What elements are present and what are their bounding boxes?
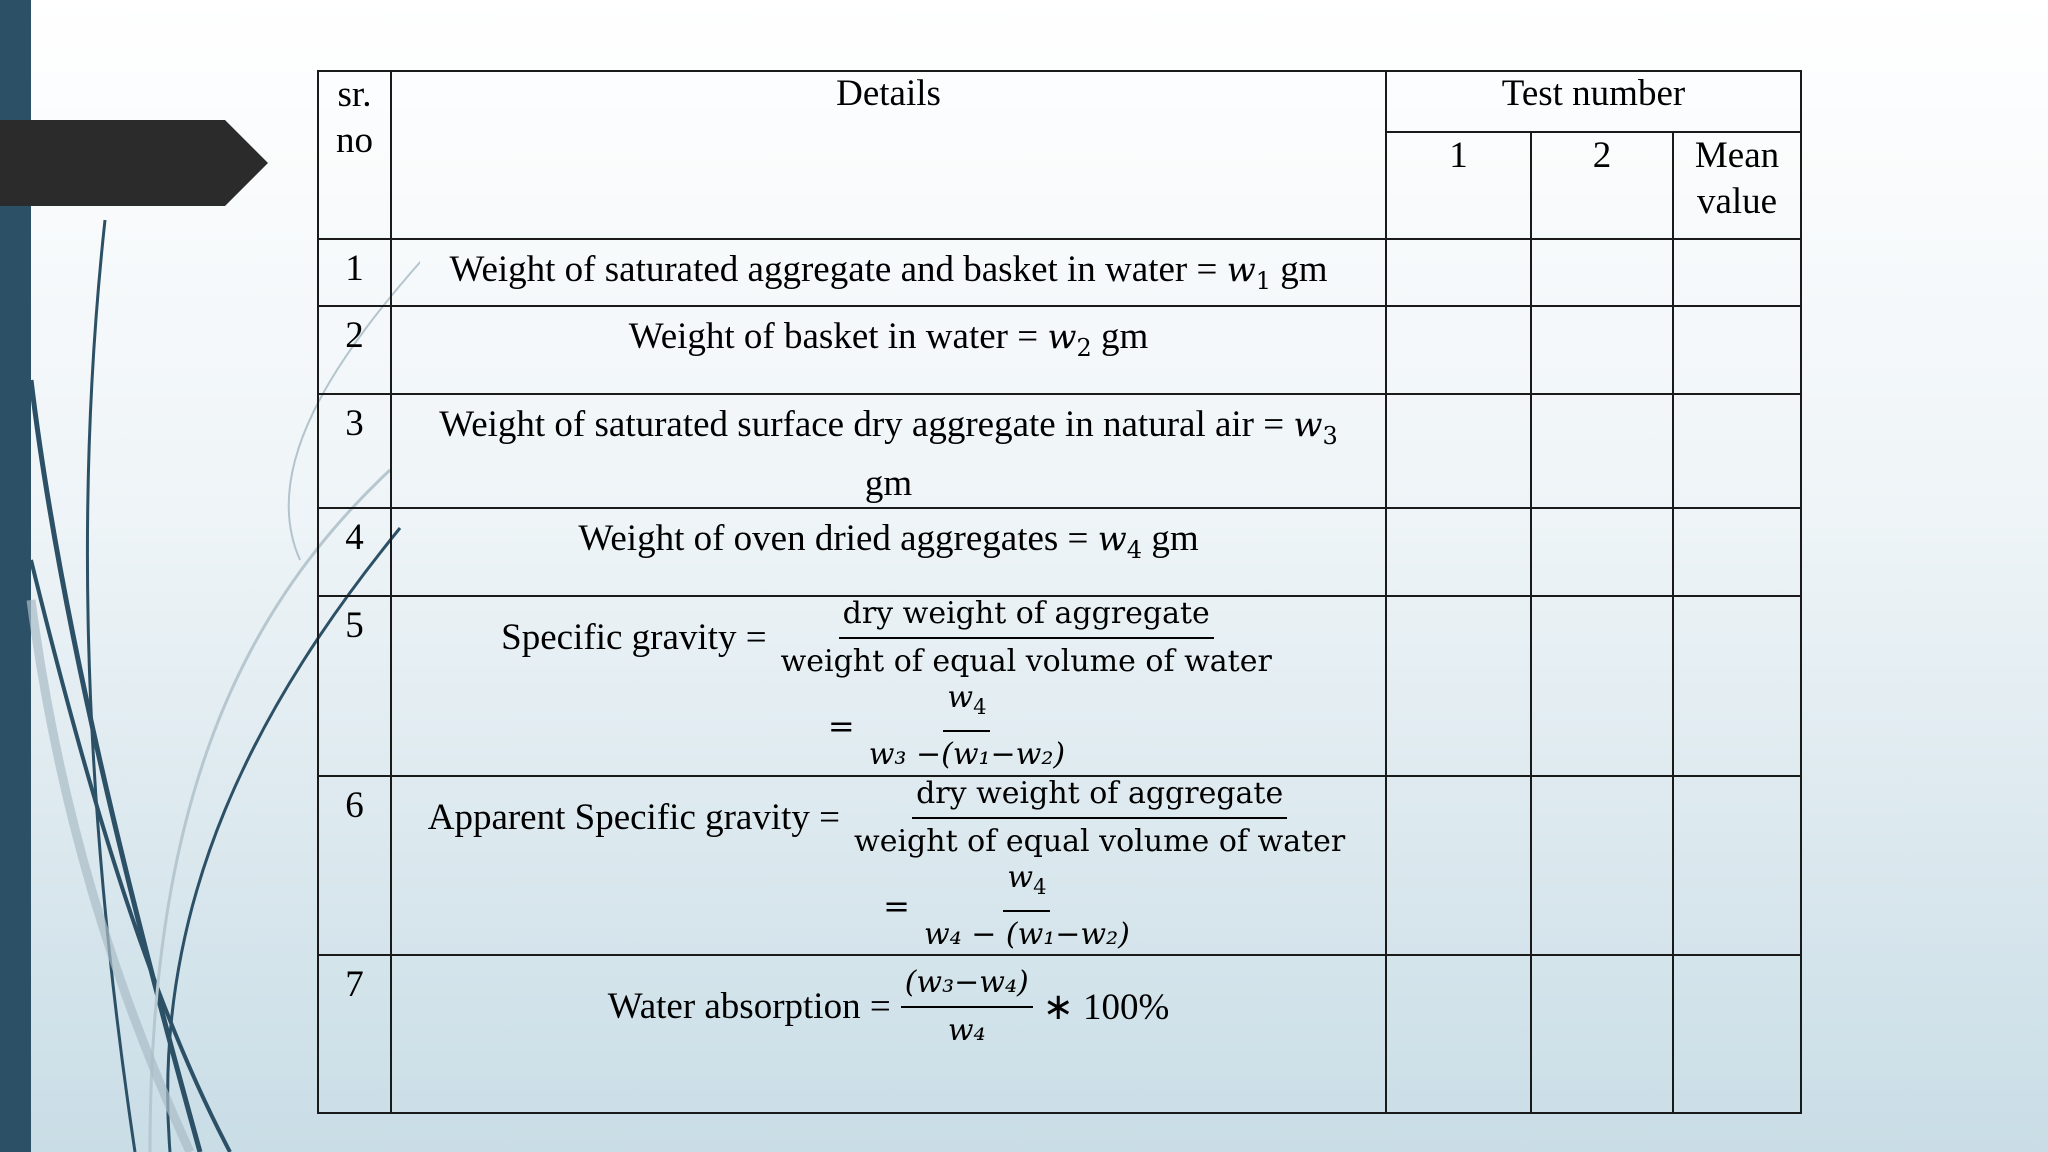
unit-text: gm bbox=[1270, 249, 1328, 290]
detail-text: Weight of saturated aggregate and basket in water = bbox=[449, 249, 1227, 290]
variable-symbol bbox=[1293, 404, 1338, 450]
unit-text: gm bbox=[1091, 315, 1149, 357]
formula-label: Specific gravity = bbox=[501, 617, 767, 659]
fraction-denominator: weight of equal volume of water bbox=[854, 823, 1346, 859]
fraction bbox=[850, 777, 1349, 859]
sr-cell: 6 bbox=[318, 776, 391, 955]
test2-cell[interactable] bbox=[1531, 239, 1673, 306]
sr-cell: 2 bbox=[318, 306, 391, 394]
test1-cell[interactable] bbox=[1386, 596, 1531, 776]
test2-cell[interactable] bbox=[1531, 508, 1673, 596]
formula-suffix: ∗ 100% bbox=[1042, 986, 1170, 1028]
variable-subscript: 1 bbox=[1255, 266, 1271, 295]
header-test-2: 2 bbox=[1531, 132, 1673, 239]
mean-cell[interactable] bbox=[1673, 394, 1801, 508]
variable-symbol bbox=[1047, 316, 1092, 362]
header-sr-no-line1: sr. bbox=[337, 74, 372, 115]
fraction-numerator: (w₃−w₄) bbox=[901, 966, 1033, 1008]
test1-cell[interactable] bbox=[1386, 394, 1531, 508]
header-sr-no-line2: no bbox=[336, 120, 373, 161]
variable-letter: w bbox=[1047, 316, 1077, 357]
fraction-denominator: w₄ − (w₁−w₂) bbox=[923, 916, 1130, 952]
detail-text: Weight of basket in water = bbox=[628, 315, 1048, 357]
formula-cell-water-absorption bbox=[391, 955, 1386, 1113]
variable-subscript: 3 bbox=[1322, 421, 1338, 450]
variable-letter: w bbox=[1226, 250, 1256, 290]
table-row bbox=[318, 508, 1801, 596]
detail-cell bbox=[391, 394, 1386, 508]
mean-cell[interactable] bbox=[1673, 306, 1801, 394]
fraction-denominator: w₄ bbox=[947, 1012, 986, 1048]
test1-cell[interactable] bbox=[1386, 239, 1531, 306]
formula-label: Water absorption = bbox=[607, 986, 891, 1028]
header-test-1: 1 bbox=[1386, 132, 1531, 239]
table-row bbox=[318, 306, 1801, 394]
fraction-denominator: weight of equal volume of water bbox=[780, 643, 1272, 679]
formula-line1 bbox=[501, 597, 1276, 679]
test1-cell[interactable] bbox=[1386, 776, 1531, 955]
header-mean-line1: Mean bbox=[1694, 135, 1780, 176]
sr-cell: 1 bbox=[318, 239, 391, 306]
test2-cell[interactable] bbox=[1531, 955, 1673, 1113]
variable-subscript: 4 bbox=[1126, 535, 1143, 564]
fraction-numerator bbox=[1003, 861, 1050, 912]
fraction-symbolic bbox=[865, 681, 1069, 772]
fraction-numerator bbox=[943, 681, 990, 732]
test1-cell[interactable] bbox=[1386, 306, 1531, 394]
table-row bbox=[318, 394, 1801, 508]
fraction-symbolic bbox=[920, 861, 1134, 952]
variable-letter: w bbox=[1097, 518, 1127, 559]
test1-cell[interactable] bbox=[1386, 508, 1531, 596]
variable-subscript: 4 bbox=[1033, 874, 1047, 899]
header-test-number: Test number bbox=[1386, 71, 1801, 132]
variable-letter: w bbox=[947, 679, 974, 715]
mean-cell[interactable] bbox=[1673, 596, 1801, 776]
detail-cell bbox=[391, 239, 1386, 306]
test2-cell[interactable] bbox=[1531, 596, 1673, 776]
detail-line1 bbox=[392, 401, 1385, 460]
test1-cell[interactable] bbox=[1386, 955, 1531, 1113]
formula-line1 bbox=[428, 777, 1350, 859]
fraction bbox=[901, 966, 1033, 1048]
variable-subscript: 2 bbox=[1076, 333, 1092, 362]
header-details: Details bbox=[391, 71, 1386, 239]
test2-cell[interactable] bbox=[1531, 776, 1673, 955]
header-mean-line2: value bbox=[1696, 181, 1778, 222]
variable-symbol bbox=[1226, 250, 1271, 295]
sr-cell: 3 bbox=[318, 394, 391, 508]
sr-cell: 7 bbox=[318, 955, 391, 1113]
table-row bbox=[318, 596, 1801, 776]
header-mean-value bbox=[1673, 132, 1801, 239]
fraction-numerator: dry weight of aggregate bbox=[912, 777, 1287, 819]
formula-line1 bbox=[608, 966, 1170, 1048]
variable-subscript: 4 bbox=[973, 694, 987, 719]
mean-cell[interactable] bbox=[1673, 955, 1801, 1113]
test2-cell[interactable] bbox=[1531, 306, 1673, 394]
unit-text: gm bbox=[864, 462, 913, 504]
table-row bbox=[318, 955, 1801, 1113]
equals-sign: = bbox=[827, 707, 855, 746]
formula-cell-apparent-specific-gravity bbox=[391, 776, 1386, 955]
mean-cell[interactable] bbox=[1673, 776, 1801, 955]
detail-text: Weight of saturated surface dry aggregate in natural air = bbox=[439, 403, 1294, 445]
sr-cell: 4 bbox=[318, 508, 391, 596]
detail-text: Weight of oven dried aggregates = bbox=[578, 517, 1098, 559]
equals-sign: = bbox=[883, 887, 910, 926]
unit-text: gm bbox=[1142, 517, 1199, 559]
mean-cell[interactable] bbox=[1673, 508, 1801, 596]
detail-cell bbox=[391, 508, 1386, 596]
sr-cell: 5 bbox=[318, 596, 391, 776]
formula-cell-specific-gravity bbox=[391, 596, 1386, 776]
fraction-denominator: w₃ −(w₁−w₂) bbox=[868, 736, 1066, 772]
formula-line2 bbox=[883, 861, 1134, 952]
formula-line2 bbox=[828, 681, 1069, 772]
fraction bbox=[777, 597, 1276, 679]
fraction-numerator: dry weight of aggregate bbox=[839, 597, 1214, 639]
variable-symbol bbox=[1097, 518, 1143, 564]
variable-letter: w bbox=[1293, 404, 1323, 445]
header-sr-no bbox=[318, 71, 391, 239]
table-row bbox=[318, 776, 1801, 955]
detail-cell bbox=[391, 306, 1386, 394]
variable-letter: w bbox=[1007, 859, 1034, 895]
specific-gravity-table bbox=[317, 70, 1802, 1114]
mean-cell[interactable] bbox=[1673, 239, 1801, 306]
formula-label: Apparent Specific gravity = bbox=[427, 797, 841, 839]
table-row bbox=[318, 239, 1801, 306]
test2-cell[interactable] bbox=[1531, 394, 1673, 508]
